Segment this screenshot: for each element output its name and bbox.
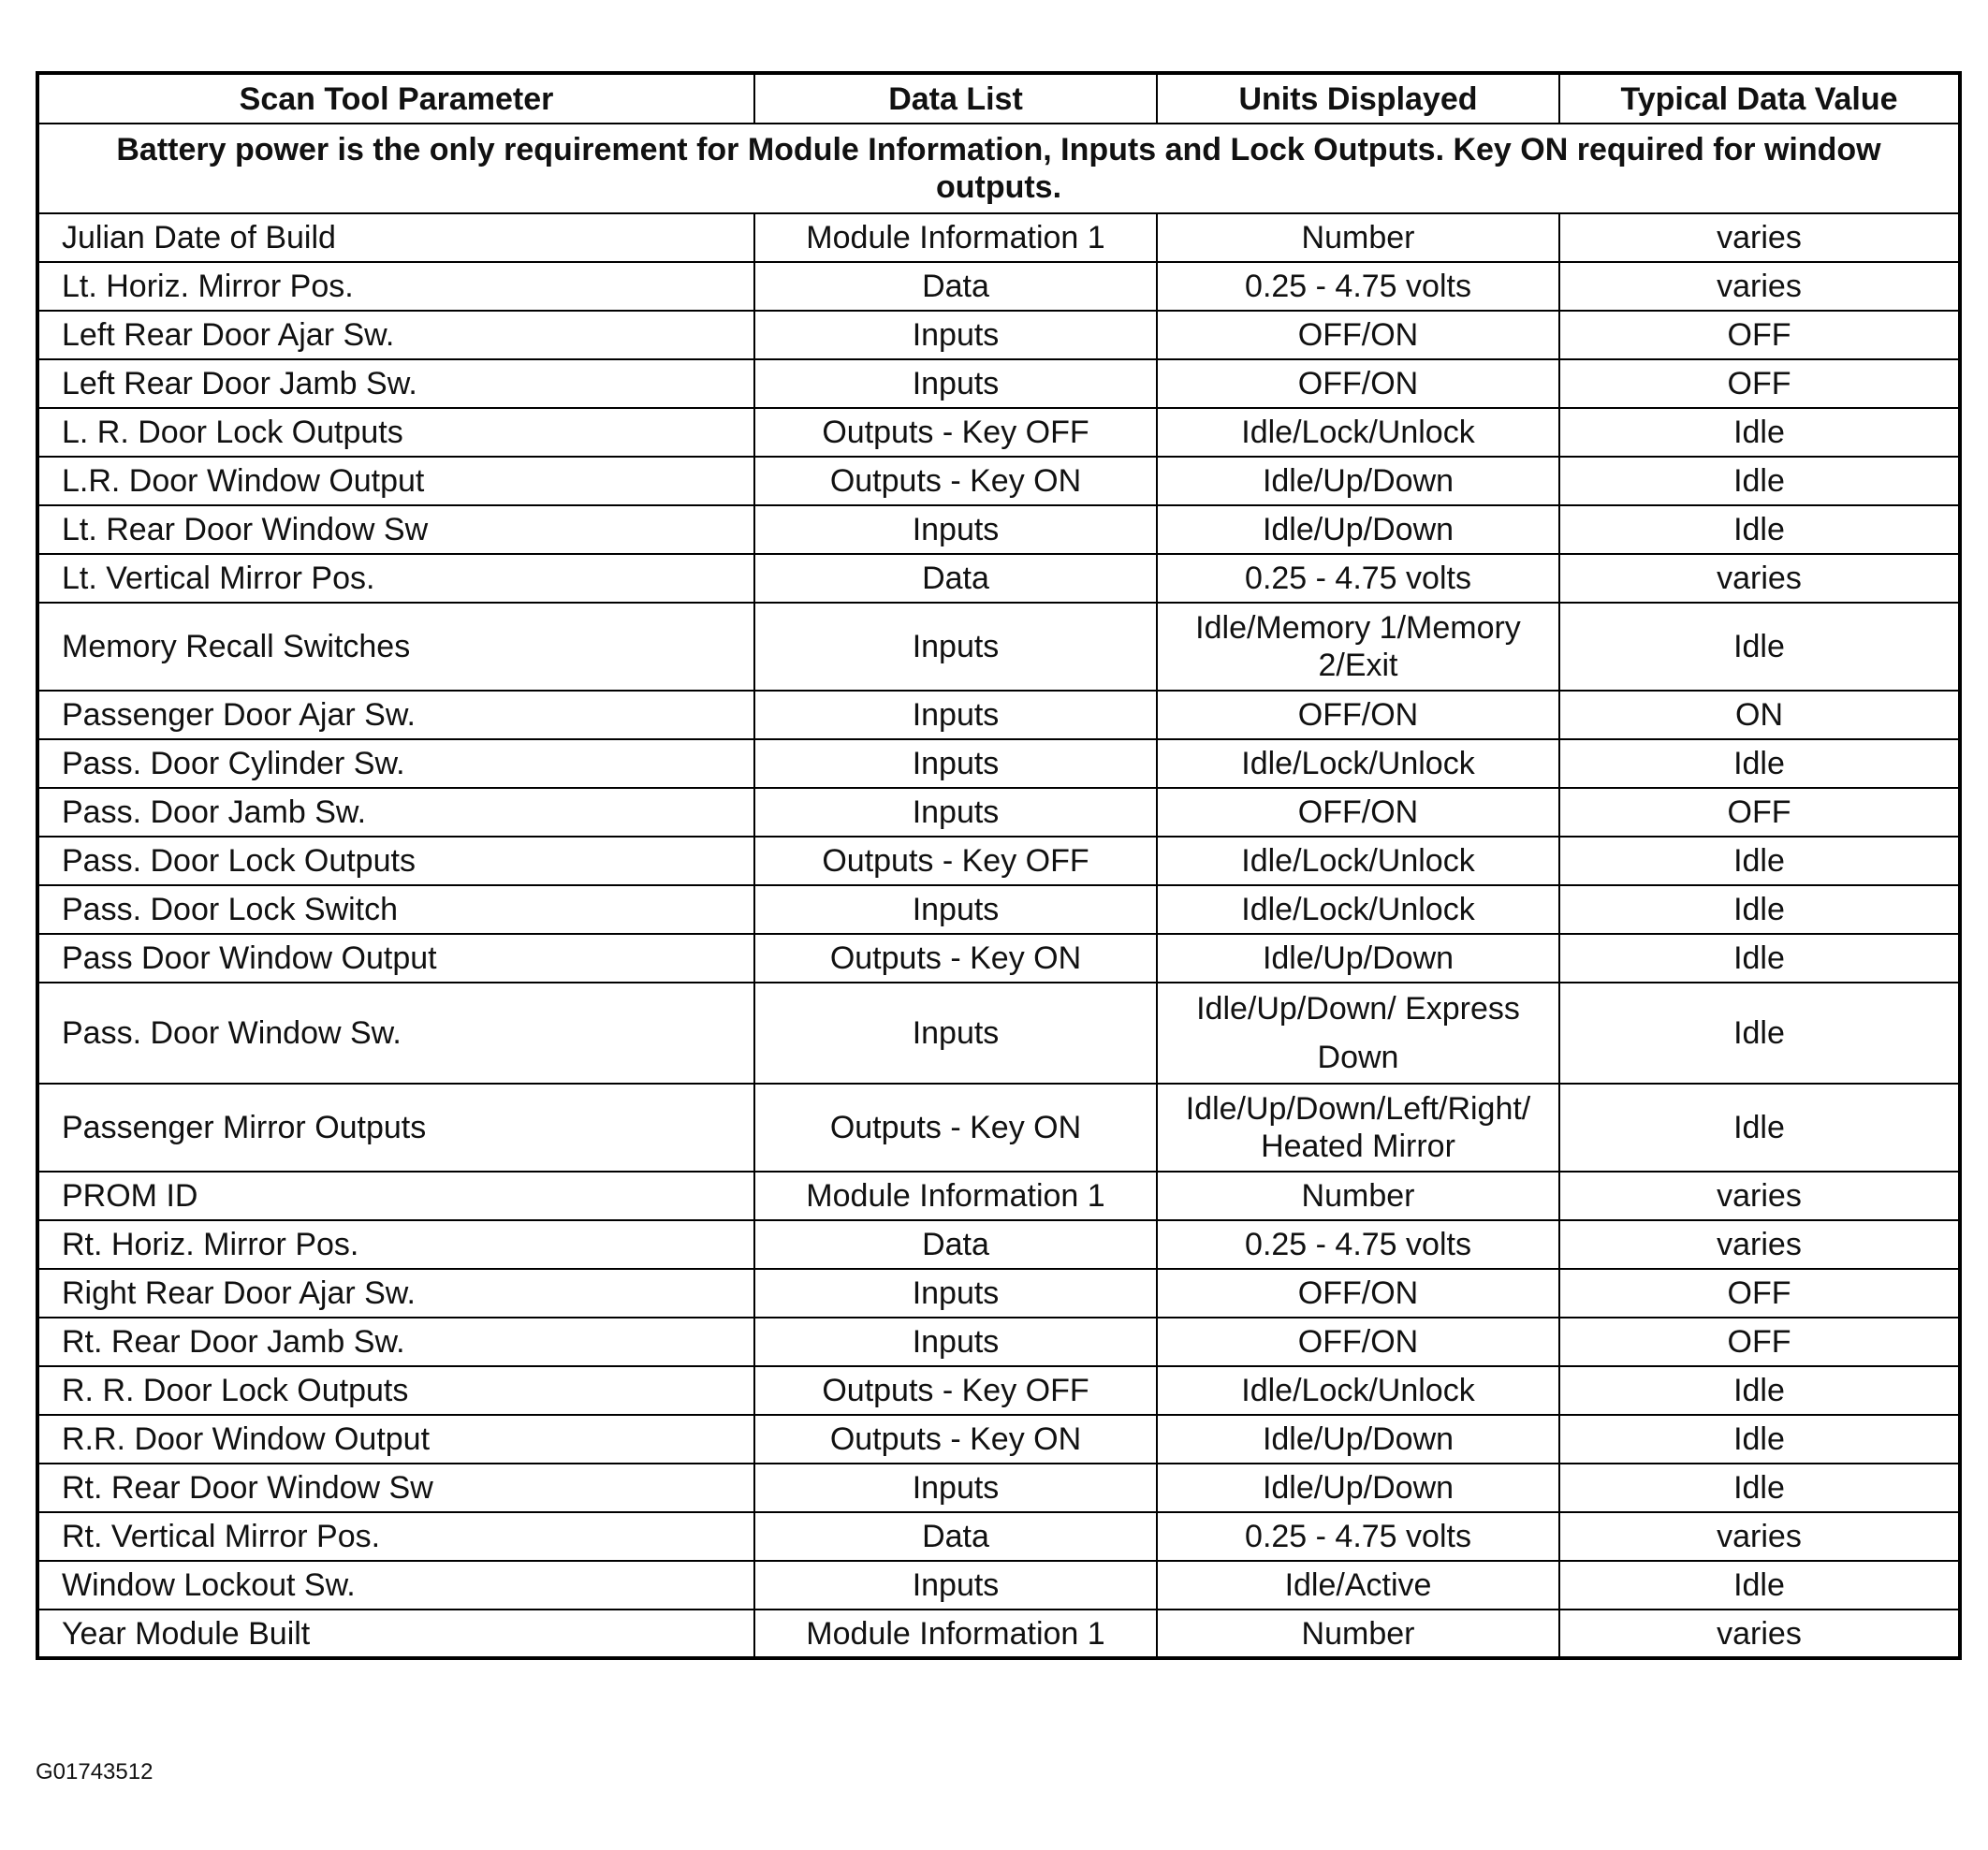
cell-typical-value: Idle	[1559, 1464, 1960, 1512]
cell-units-displayed: Idle/Lock/Unlock	[1157, 739, 1559, 788]
cell-parameter: Pass Door Window Output	[37, 934, 754, 983]
cell-data-list: Inputs	[754, 359, 1157, 408]
cell-units-displayed: Idle/Active	[1157, 1561, 1559, 1610]
cell-data-list: Inputs	[754, 1464, 1157, 1512]
cell-parameter: Left Rear Door Ajar Sw.	[37, 311, 754, 359]
cell-units-displayed: Number	[1157, 1172, 1559, 1220]
cell-typical-value: OFF	[1559, 359, 1960, 408]
table-row	[37, 1512, 1960, 1561]
cell-typical-value: OFF	[1559, 311, 1960, 359]
cell-parameter: PROM ID	[37, 1172, 754, 1220]
table-row	[37, 554, 1960, 603]
cell-units-displayed: Idle/Up/Down/ Express Down	[1157, 983, 1559, 1084]
cell-typical-value: Idle	[1559, 408, 1960, 457]
cell-units-displayed: Idle/Up/Down	[1157, 1415, 1559, 1464]
cell-units-displayed: Idle/Lock/Unlock	[1157, 1366, 1559, 1415]
cell-data-list: Module Information 1	[754, 1172, 1157, 1220]
cell-parameter: Window Lockout Sw.	[37, 1561, 754, 1610]
cell-units-displayed: Idle/Lock/Unlock	[1157, 408, 1559, 457]
table-row	[37, 837, 1960, 885]
cell-units-displayed: Idle/Lock/Unlock	[1157, 885, 1559, 934]
cell-parameter: L. R. Door Lock Outputs	[37, 408, 754, 457]
table-row	[37, 983, 1960, 1084]
table-row	[37, 311, 1960, 359]
cell-typical-value: Idle	[1559, 837, 1960, 885]
cell-data-list: Inputs	[754, 1561, 1157, 1610]
cell-typical-value: OFF	[1559, 788, 1960, 837]
cell-data-list: Inputs	[754, 983, 1157, 1084]
table-row	[37, 408, 1960, 457]
cell-data-list: Data	[754, 554, 1157, 603]
column-header-units-displayed: Units Displayed	[1157, 73, 1559, 124]
cell-data-list: Data	[754, 1220, 1157, 1269]
cell-typical-value: varies	[1559, 1610, 1960, 1658]
cell-units-displayed: OFF/ON	[1157, 691, 1559, 739]
cell-parameter: Passenger Mirror Outputs	[37, 1084, 754, 1172]
table-row	[37, 788, 1960, 837]
table-row	[37, 1366, 1960, 1415]
cell-parameter: Julian Date of Build	[37, 213, 754, 262]
table-row	[37, 1084, 1960, 1172]
cell-data-list: Inputs	[754, 311, 1157, 359]
table-row	[37, 1610, 1960, 1658]
cell-units-displayed: Idle/Up/Down/Left/Right/ Heated Mirror	[1157, 1084, 1559, 1172]
cell-data-list: Module Information 1	[754, 1610, 1157, 1658]
cell-parameter: R.R. Door Window Output	[37, 1415, 754, 1464]
cell-data-list: Data	[754, 262, 1157, 311]
table-row	[37, 505, 1960, 554]
table-row	[37, 934, 1960, 983]
cell-parameter: Rt. Rear Door Jamb Sw.	[37, 1318, 754, 1366]
cell-units-displayed: 0.25 - 4.75 volts	[1157, 1512, 1559, 1561]
cell-data-list: Outputs - Key OFF	[754, 1366, 1157, 1415]
cell-typical-value: Idle	[1559, 603, 1960, 691]
table-note: Battery power is the only requirement for Module Information, Inputs and Lock Outputs. Key ON required for window outputs.	[37, 124, 1960, 213]
cell-data-list: Module Information 1	[754, 213, 1157, 262]
cell-data-list: Inputs	[754, 788, 1157, 837]
cell-typical-value: Idle	[1559, 457, 1960, 505]
cell-units-displayed: OFF/ON	[1157, 1269, 1559, 1318]
column-header-scan-tool-parameter: Scan Tool Parameter	[37, 73, 754, 124]
cell-units-displayed: 0.25 - 4.75 volts	[1157, 554, 1559, 603]
cell-units-displayed: Number	[1157, 1610, 1559, 1658]
table-row	[37, 1561, 1960, 1610]
cell-units-displayed: 0.25 - 4.75 volts	[1157, 262, 1559, 311]
cell-typical-value: Idle	[1559, 885, 1960, 934]
figure-id: G01743512	[36, 1759, 153, 1784]
cell-units-displayed: Idle/Up/Down	[1157, 934, 1559, 983]
cell-units-displayed: OFF/ON	[1157, 311, 1559, 359]
cell-typical-value: varies	[1559, 213, 1960, 262]
cell-typical-value: ON	[1559, 691, 1960, 739]
cell-parameter: Rt. Horiz. Mirror Pos.	[37, 1220, 754, 1269]
cell-data-list: Data	[754, 1512, 1157, 1561]
cell-units-displayed: Number	[1157, 213, 1559, 262]
table-row	[37, 262, 1960, 311]
cell-typical-value: varies	[1559, 262, 1960, 311]
cell-units-displayed: Idle/Lock/Unlock	[1157, 837, 1559, 885]
table-row	[37, 739, 1960, 788]
table-row	[37, 1220, 1960, 1269]
cell-data-list: Inputs	[754, 885, 1157, 934]
cell-parameter: Lt. Horiz. Mirror Pos.	[37, 262, 754, 311]
cell-typical-value: Idle	[1559, 505, 1960, 554]
cell-typical-value: varies	[1559, 554, 1960, 603]
cell-data-list: Outputs - Key ON	[754, 1084, 1157, 1172]
cell-parameter: L.R. Door Window Output	[37, 457, 754, 505]
cell-parameter: Right Rear Door Ajar Sw.	[37, 1269, 754, 1318]
table-row	[37, 1464, 1960, 1512]
cell-units-displayed: Idle/Up/Down	[1157, 1464, 1559, 1512]
cell-units-displayed: Idle/Up/Down	[1157, 505, 1559, 554]
cell-parameter: Pass. Door Window Sw.	[37, 983, 754, 1084]
cell-typical-value: varies	[1559, 1220, 1960, 1269]
cell-typical-value: varies	[1559, 1512, 1960, 1561]
cell-parameter: Rt. Rear Door Window Sw	[37, 1464, 754, 1512]
table-header-row	[37, 73, 1960, 124]
table-row	[37, 457, 1960, 505]
cell-typical-value: Idle	[1559, 739, 1960, 788]
cell-typical-value: varies	[1559, 1172, 1960, 1220]
cell-data-list: Inputs	[754, 505, 1157, 554]
cell-units-displayed: Idle/Memory 1/Memory 2/Exit	[1157, 603, 1559, 691]
cell-typical-value: Idle	[1559, 1084, 1960, 1172]
cell-units-displayed: 0.25 - 4.75 volts	[1157, 1220, 1559, 1269]
cell-data-list: Outputs - Key ON	[754, 457, 1157, 505]
cell-typical-value: OFF	[1559, 1269, 1960, 1318]
column-header-typical-data-value: Typical Data Value	[1559, 73, 1960, 124]
cell-data-list: Outputs - Key ON	[754, 1415, 1157, 1464]
cell-units-displayed: Idle/Up/Down	[1157, 457, 1559, 505]
cell-parameter: Pass. Door Lock Outputs	[37, 837, 754, 885]
cell-data-list: Inputs	[754, 603, 1157, 691]
cell-parameter: Lt. Vertical Mirror Pos.	[37, 554, 754, 603]
cell-units-displayed: OFF/ON	[1157, 1318, 1559, 1366]
cell-parameter: Passenger Door Ajar Sw.	[37, 691, 754, 739]
cell-typical-value: Idle	[1559, 1561, 1960, 1610]
column-header-data-list: Data List	[754, 73, 1157, 124]
cell-typical-value: Idle	[1559, 934, 1960, 983]
cell-typical-value: Idle	[1559, 1415, 1960, 1464]
cell-typical-value: OFF	[1559, 1318, 1960, 1366]
table-row	[37, 213, 1960, 262]
cell-data-list: Outputs - Key ON	[754, 934, 1157, 983]
cell-data-list: Outputs - Key OFF	[754, 837, 1157, 885]
cell-parameter: Lt. Rear Door Window Sw	[37, 505, 754, 554]
cell-parameter: Rt. Vertical Mirror Pos.	[37, 1512, 754, 1561]
cell-typical-value: Idle	[1559, 1366, 1960, 1415]
table-row	[37, 603, 1960, 691]
scan-tool-data-table	[36, 71, 1962, 1660]
note-row	[37, 124, 1960, 213]
table-row	[37, 359, 1960, 408]
table-row	[37, 1318, 1960, 1366]
cell-parameter: Memory Recall Switches	[37, 603, 754, 691]
table-row	[37, 885, 1960, 934]
table-row	[37, 1172, 1960, 1220]
cell-parameter: Left Rear Door Jamb Sw.	[37, 359, 754, 408]
cell-units-displayed: OFF/ON	[1157, 359, 1559, 408]
cell-data-list: Inputs	[754, 1318, 1157, 1366]
cell-parameter: Year Module Built	[37, 1610, 754, 1658]
cell-parameter: Pass. Door Cylinder Sw.	[37, 739, 754, 788]
table-row	[37, 1269, 1960, 1318]
cell-data-list: Inputs	[754, 739, 1157, 788]
cell-parameter: R. R. Door Lock Outputs	[37, 1366, 754, 1415]
cell-parameter: Pass. Door Lock Switch	[37, 885, 754, 934]
cell-data-list: Outputs - Key OFF	[754, 408, 1157, 457]
cell-data-list: Inputs	[754, 1269, 1157, 1318]
table-row	[37, 691, 1960, 739]
table-row	[37, 1415, 1960, 1464]
cell-typical-value: Idle	[1559, 983, 1960, 1084]
cell-units-displayed: OFF/ON	[1157, 788, 1559, 837]
cell-data-list: Inputs	[754, 691, 1157, 739]
cell-parameter: Pass. Door Jamb Sw.	[37, 788, 754, 837]
